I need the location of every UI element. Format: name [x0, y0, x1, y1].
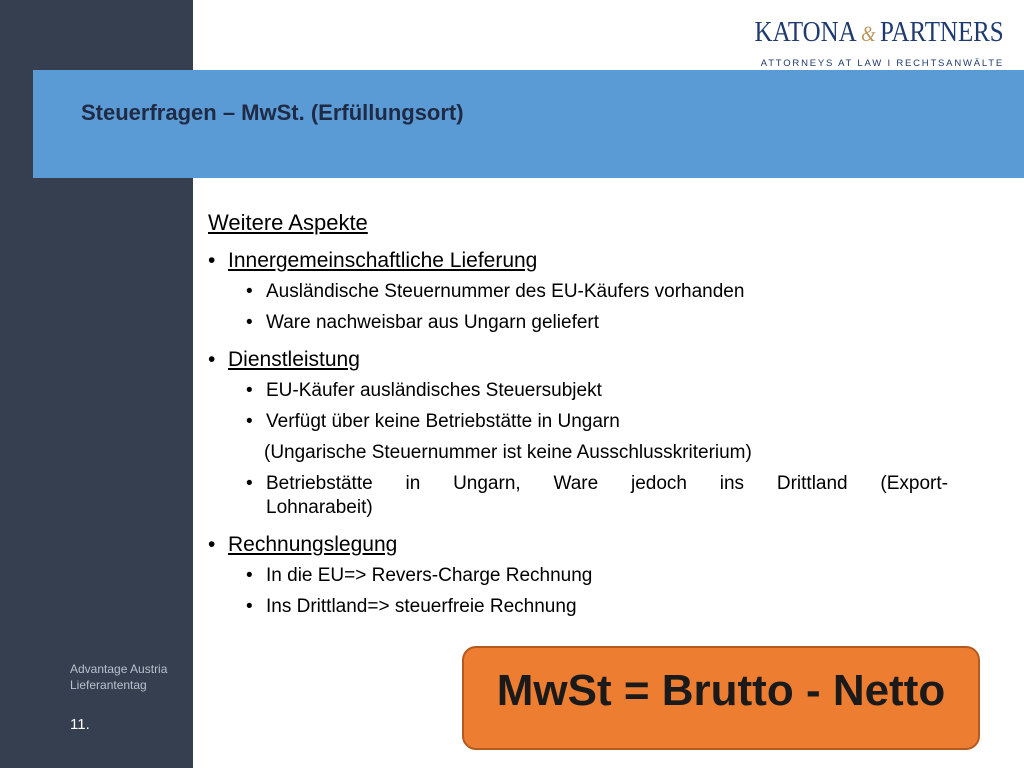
logo-tagline: ATTORNEYS AT LAW I RECHTSANWÄLTE — [760, 58, 1004, 69]
bullet: • — [246, 380, 253, 401]
section-dienstleistung — [208, 346, 948, 374]
list-item-text: Ware nachweisbar aus Ungarn geliefert — [266, 312, 600, 333]
section-label: Dienstleistung — [228, 348, 360, 371]
bullet: • — [246, 565, 253, 586]
logo-wordmark — [755, 14, 1004, 52]
section-innergemeinschaftliche-lieferung — [208, 247, 948, 275]
bullet: • — [246, 281, 253, 302]
formula-text: MwSt = Brutto - Netto — [496, 666, 946, 715]
slide-number: 11. — [70, 716, 90, 733]
title-band — [33, 70, 1024, 178]
slide-content — [208, 208, 948, 619]
bullet: • — [246, 312, 253, 333]
company-logo — [714, 14, 1004, 69]
section-label: Innergemeinschaftliche Lieferung — [228, 249, 538, 272]
list-item-text: In die EU=> Revers-Charge Rechnung — [266, 565, 593, 586]
formula-callout — [462, 646, 980, 750]
footer-event — [70, 661, 167, 693]
list-item — [246, 595, 948, 619]
list-item-text: Ins Drittland=> steuerfreie Rechnung — [266, 596, 577, 617]
bullet: • — [246, 411, 253, 432]
bullet: • — [208, 533, 216, 556]
list-item — [246, 564, 948, 588]
bullet: • — [208, 348, 216, 371]
bullet: • — [246, 596, 253, 617]
logo-ampersand: & — [861, 21, 876, 46]
content-heading: Weitere Aspekte — [208, 210, 368, 235]
list-item — [246, 410, 948, 434]
list-item-text: Verfügt über keine Betriebstätte in Ungarn — [266, 411, 620, 432]
footer-line-1: Advantage Austria — [70, 662, 168, 676]
section-label: Rechnungslegung — [228, 533, 398, 556]
list-item-text-line-2: Lohnarabeit) — [266, 497, 373, 518]
list-item-text: Ausländische Steuernummer des EU-Käufers vorhanden — [266, 281, 745, 302]
logo-name-right: PARTNERS — [880, 16, 1004, 48]
list-item — [246, 472, 948, 520]
bullet: • — [246, 473, 253, 494]
list-item — [246, 311, 948, 335]
list-item — [246, 280, 948, 304]
list-item — [246, 379, 948, 403]
section-rechnungslegung — [208, 531, 948, 559]
list-note: (Ungarische Steuernummer ist keine Ausschlusskriterium) — [264, 442, 752, 463]
list-item-text-line-1: Betriebstätte in Ungarn, Ware jedoch ins Drittland (Export- — [266, 473, 948, 494]
footer-line-2: Lieferantentag — [70, 678, 147, 692]
list-item-text: EU-Käufer ausländisches Steuersubjekt — [266, 380, 602, 401]
slide-title: Steuerfragen – MwSt. (Erfüllungsort) — [81, 100, 464, 125]
logo-name-left: KATONA — [754, 16, 857, 48]
bullet: • — [208, 249, 216, 272]
